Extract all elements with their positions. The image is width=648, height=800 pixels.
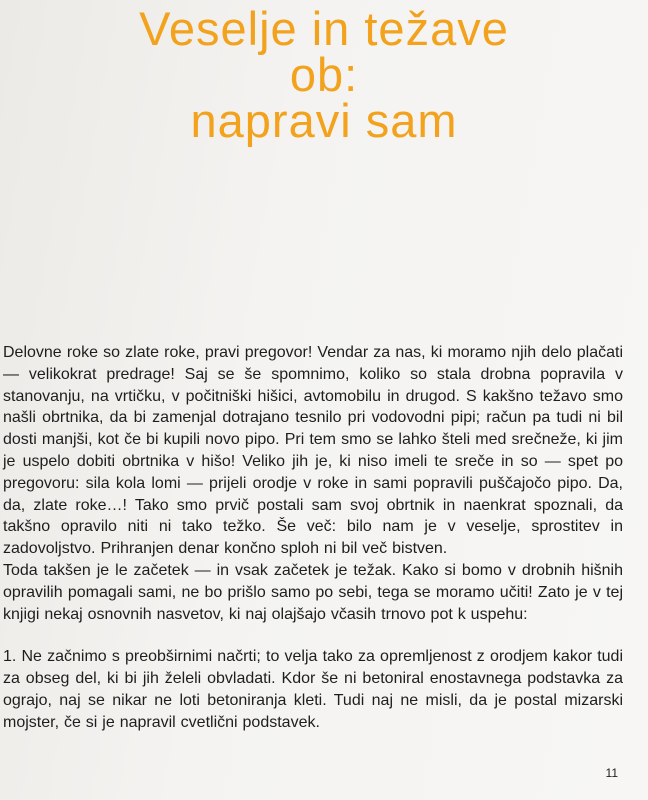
paragraph-intro: Delovne roke so zlate roke, pravi pregovor! Vendar za nas, ki moramo njih delo plačati — velikokrat predrage! Saj se še spomnimo, koliko so stala drobna popravila v stanovanju, na vrtičku, v počitniški hišici, avtomobilu in drugod. S kakšno težavo smo našli obrtnika, da bi zamenjal dotrajano tesnilo pri vodovodni pipi; račun pa tudi ni bil dosti manjši, kot če bi kupili novo pipo. Pri tem smo se lahko šteli med srečneže, ki jim je uspelo dobiti obrtnika v hišo! Veliko jih je, ki niso imeli te sreče in so — spet po pregovoru: sila kola lomi — prijeli orodje v roke in sami popravili puščajočo pipo. Da, da, zlate roke…! Tako smo prvič postali sam svoj obrtnik in naenkrat spoznali, da takšno opravilo niti ni tako težko. Še več: bilo nam je v veselje, sprostitev in zadovoljstvo. Prihranjen denar končno sploh ni bil več bistven. <box>3 344 623 558</box>
title-line-2: ob: <box>289 48 359 101</box>
page-title <box>84 2 564 147</box>
body-text <box>3 342 623 734</box>
title-line-1: Veselje in težave <box>139 2 509 55</box>
paragraph-advice-1: 1. Ne začnimo s preobširnimi načrti; to velja tako za opremljenost z orodjem kakor tudi za obseg del, ki bi jih želeli obvladati. Kdor še ni betoniral enostavnega podstavka za ograjo, naj se nikar ne loti betoniranja kleti. Tudi naj ne misli, da je postal mizarski mojster, če si je napravil cvetlični podstavek. <box>3 648 623 731</box>
paragraph-beginning: Toda takšen je le začetek — in vsak začetek je težak. Kako si bomo v drobnih hišnih opravilih pomagali sami, ne bo prišlo samo po sebi, tega se moramo učiti! Zato je v tej knjigi nekaj osnovnih nasvetov, ki naj olajšajo včasih trnovo pot k uspehu: <box>3 561 623 623</box>
page-number: 11 <box>605 766 618 780</box>
title-line-3: napravi sam <box>190 94 458 147</box>
